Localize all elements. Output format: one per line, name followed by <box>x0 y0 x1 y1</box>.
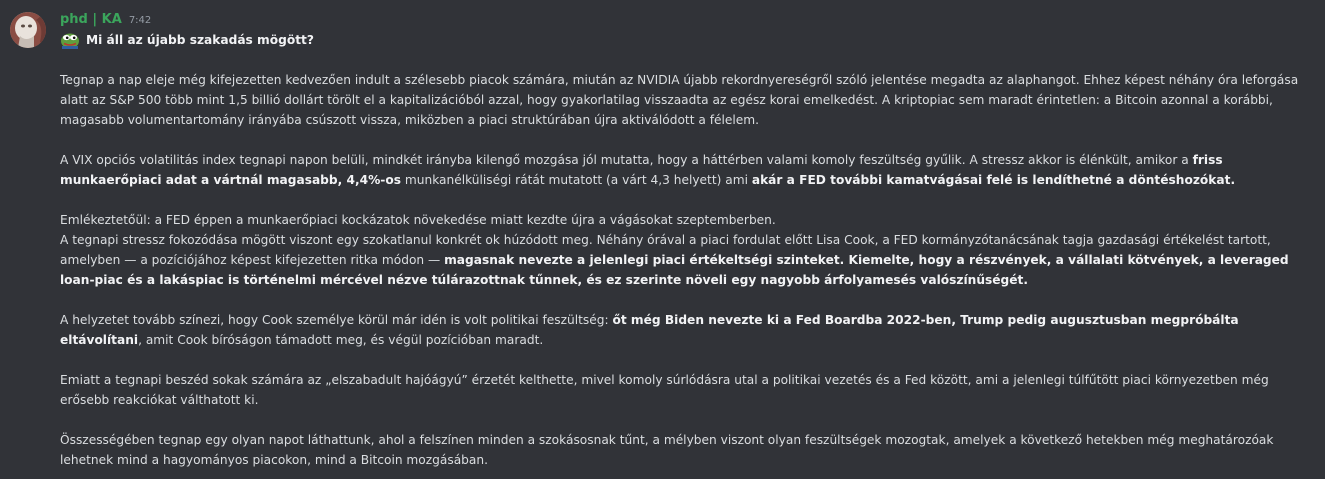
pepe-frog-emoji-icon <box>60 31 80 49</box>
paragraph-7: Összességében tegnap egy olyan napot láthattunk, ahol a felszínen minden a szokásosnak tűnt, a mélyben viszont olyan feszültségek mozogtak, amelyek a következő hetekben még meghatározóak lehetnek mind a hagyományos piacokon, mind a Bitcoin mozgásában. <box>60 433 1274 467</box>
paragraph-2-text-a: A VIX opciós volatilitás index tegnapi napon belüli, mindkét irányba kilengő mozgása jól mutatta, hogy a háttérben valami komoly feszültség gyűlik. A stressz akkor is élénkült, amikor a <box>60 153 1193 167</box>
username[interactable]: phd | KA <box>60 12 122 27</box>
paragraph-6: Emiatt a tegnapi beszéd sokak számára az „elszabadult hajóágyú” érzetét kelthette, mivel komoly súrlódásra utal a politikai vezetés és a Fed között, ami a jelenlegi túlfűtött piaci környezetben még erősebb reakciókat válthatott ki. <box>60 373 1269 407</box>
paragraph-5 <box>60 310 1310 350</box>
paragraph-2 <box>60 150 1310 190</box>
paragraph-2-bold-a: friss munkaerőpiaci adat a vártnál magasabb, 4,4%-os <box>60 153 1223 187</box>
message-header <box>60 12 1305 30</box>
paragraph-5-text-b: , amit Cook bíróságon támadott meg, és végül pozícióban maradt. <box>138 333 544 347</box>
paragraph-2-bold-b: akár a FED további kamatvágásai felé is lendíthetné a döntéshozókat. <box>751 173 1236 187</box>
paragraph-1: Tegnap a nap eleje még kifejezetten kedvezően indult a szélesebb piacok számára, miután az NVIDIA újabb rekordnyereségről szóló jelentése megadta az alaphangot. Ehhez képest néhány óra leforgása alatt az S&P 500 több mint 1,5 billió dollárt törölt el a kapitalizációból azzal, hogy gyakorlatilag visszaadta az egész korai emelkedést. A kriptopiac sem maradt érintetlen: a Bitcoin azonnal a korábbi, magasabb volumentartomány irányába csúszott vissza, miközben a piaci struktúrában újra aktiválódott a félelem. <box>60 73 1299 127</box>
paragraph-4 <box>60 230 1310 290</box>
avatar-image-icon <box>10 12 46 48</box>
paragraph-5-text-a: A helyzetet tovább színezi, hogy Cook személye körül már idén is volt politikai feszültség: <box>60 313 613 327</box>
message-content <box>60 30 1310 470</box>
avatar[interactable] <box>10 12 46 48</box>
paragraph-4-text: A tegnapi stressz fokozódása mögött viszont egy szokatlanul konkrét ok húzódott meg. Néhány órával a piaci fordulat előtt Lisa Cook, a FED kormányzótanácsának tagja gazdasági értékelést tartott, amelyben — a pozíciójához képest kifejezetten ritka módon — <box>60 233 1271 267</box>
message-title-line <box>60 30 1310 50</box>
paragraph-4-bold: magasnak nevezte a jelenlegi piaci értékeltségi szinteket. Kiemelte, hogy a részvények, a vállalati kötvények, a leveraged loan-piac és a lakáspiac is történelmi mércével nézve túlárazottnak tűnnek, és ez szerinte növeli egy nagyobb árfolyamesés valószínűségét. <box>60 253 1289 287</box>
paragraph-3: Emlékeztetőül: a FED éppen a munkaerőpiaci kockázatok növekedése miatt kezdte újra a vágásokat szeptemberben. <box>60 213 776 227</box>
paragraph-5-bold: őt még Biden nevezte ki a Fed Boardba 2022-ben, Trump pedig augusztusban megpróbálta eltávolítani <box>60 313 1239 347</box>
message-title: Mi áll az újabb szakadás mögött? <box>86 33 314 47</box>
paragraph-2-text-b: munkanélküliségi rátát mutatott (a várt 4,3 helyett) ami <box>401 173 752 187</box>
timestamp: 7:42 <box>128 15 152 26</box>
